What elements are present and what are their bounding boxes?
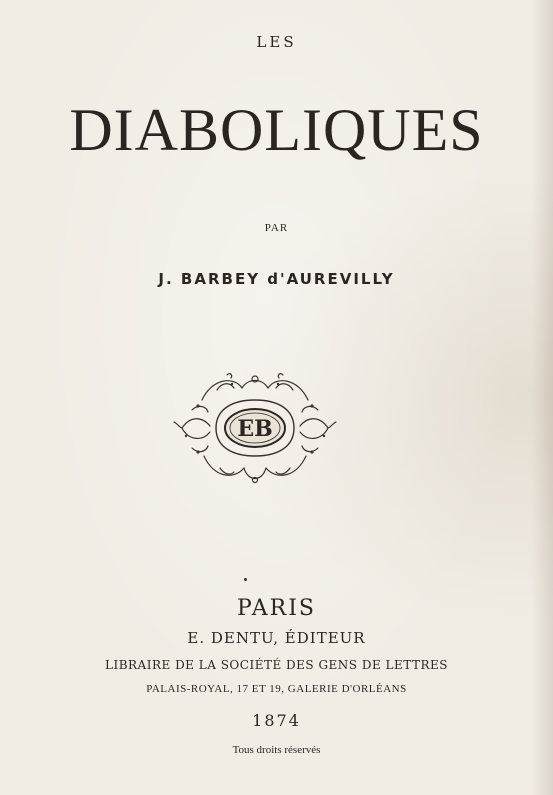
- by-line: PAR: [264, 222, 289, 234]
- author-name: J. BARBEY d'AUREVILLY: [158, 270, 395, 288]
- imprint-address: PALAIS-ROYAL, 17 ET 19, GALERIE D'ORLÉANS: [146, 683, 407, 695]
- imprint-society: LIBRAIRE DE LA SOCIÉTÉ DES GENS DE LETTRES: [104, 658, 448, 672]
- imprint-city: PARIS: [237, 596, 316, 621]
- publisher-ornament: [172, 370, 338, 488]
- divider-dot: [244, 578, 247, 581]
- imprint-year: 1874: [252, 711, 301, 730]
- monogram-text: EB: [237, 416, 273, 442]
- title-article: LES: [256, 33, 297, 51]
- book-title: DIABOLIQUES: [69, 97, 484, 163]
- imprint-publisher: E. DENTU, ÉDITEUR: [187, 629, 366, 647]
- rights-notice: Tous droits réservés: [232, 744, 321, 756]
